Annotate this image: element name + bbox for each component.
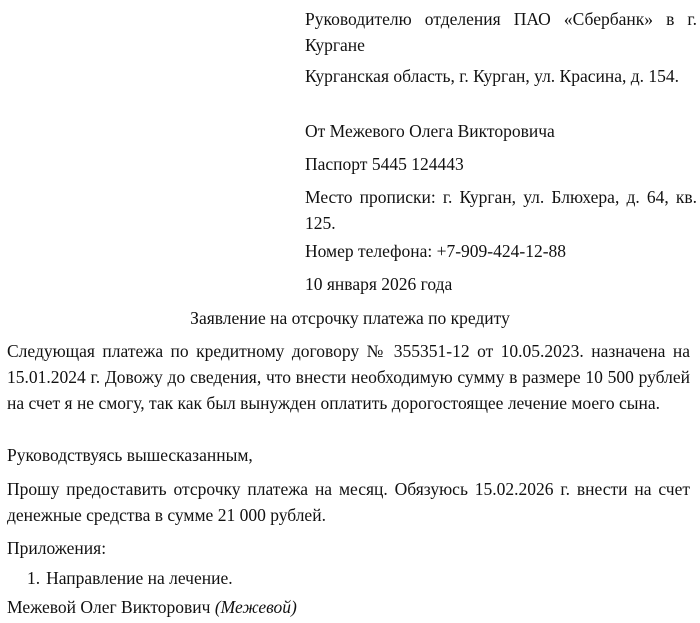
phone-line: Номер телефона: +7-909-424-12-88 <box>305 241 567 261</box>
date-line: 10 января 2026 года <box>305 274 453 294</box>
attachments-heading: Приложения: <box>7 538 107 558</box>
signature-line <box>7 594 297 620</box>
signature-mark: (Межевой) <box>214 597 297 617</box>
body-paragraph: Прошу предоставить отсрочку платежа на месяц. Обязуюсь 15.02.2026 г. внести на счет денежные средства в сумме 21 000 рублей. <box>7 479 690 525</box>
signatory-name: Межевой Олег Викторович <box>7 597 211 617</box>
attachment-item-text: Направление на лечение. <box>46 568 233 588</box>
residence-line: Место прописки: г. Курган, ул. Блюхера, д. 64, кв. 125. <box>305 187 697 233</box>
bank-address-line: Курганская область, г. Курган, ул. Красина, д. 154. <box>305 66 680 86</box>
attachment-item-number: 1. <box>27 568 41 588</box>
attachment-item <box>27 565 233 591</box>
body-paragraph: Руководствуясь вышесказанным, <box>7 445 253 465</box>
document-title: Заявление на отсрочку платежа по кредиту <box>190 308 510 328</box>
recipient-line: Руководителю отделения ПАО «Сбербанк» в г. Кургане <box>305 9 697 55</box>
sender-line: От Межевого Олега Викторовича <box>305 121 555 141</box>
body-paragraph: Следующая платежа по кредитному договору № 355351-12 от 10.05.2023. назначена на 15.01.2024 г. Довожу до сведения, что внести необходимую сумму в размере 10 500 рублей на счет я не смогу, так как был вынужден оплатить дорогостоящее лечение моего сына. <box>7 341 690 413</box>
passport-line: Паспорт 5445 124443 <box>305 154 464 174</box>
